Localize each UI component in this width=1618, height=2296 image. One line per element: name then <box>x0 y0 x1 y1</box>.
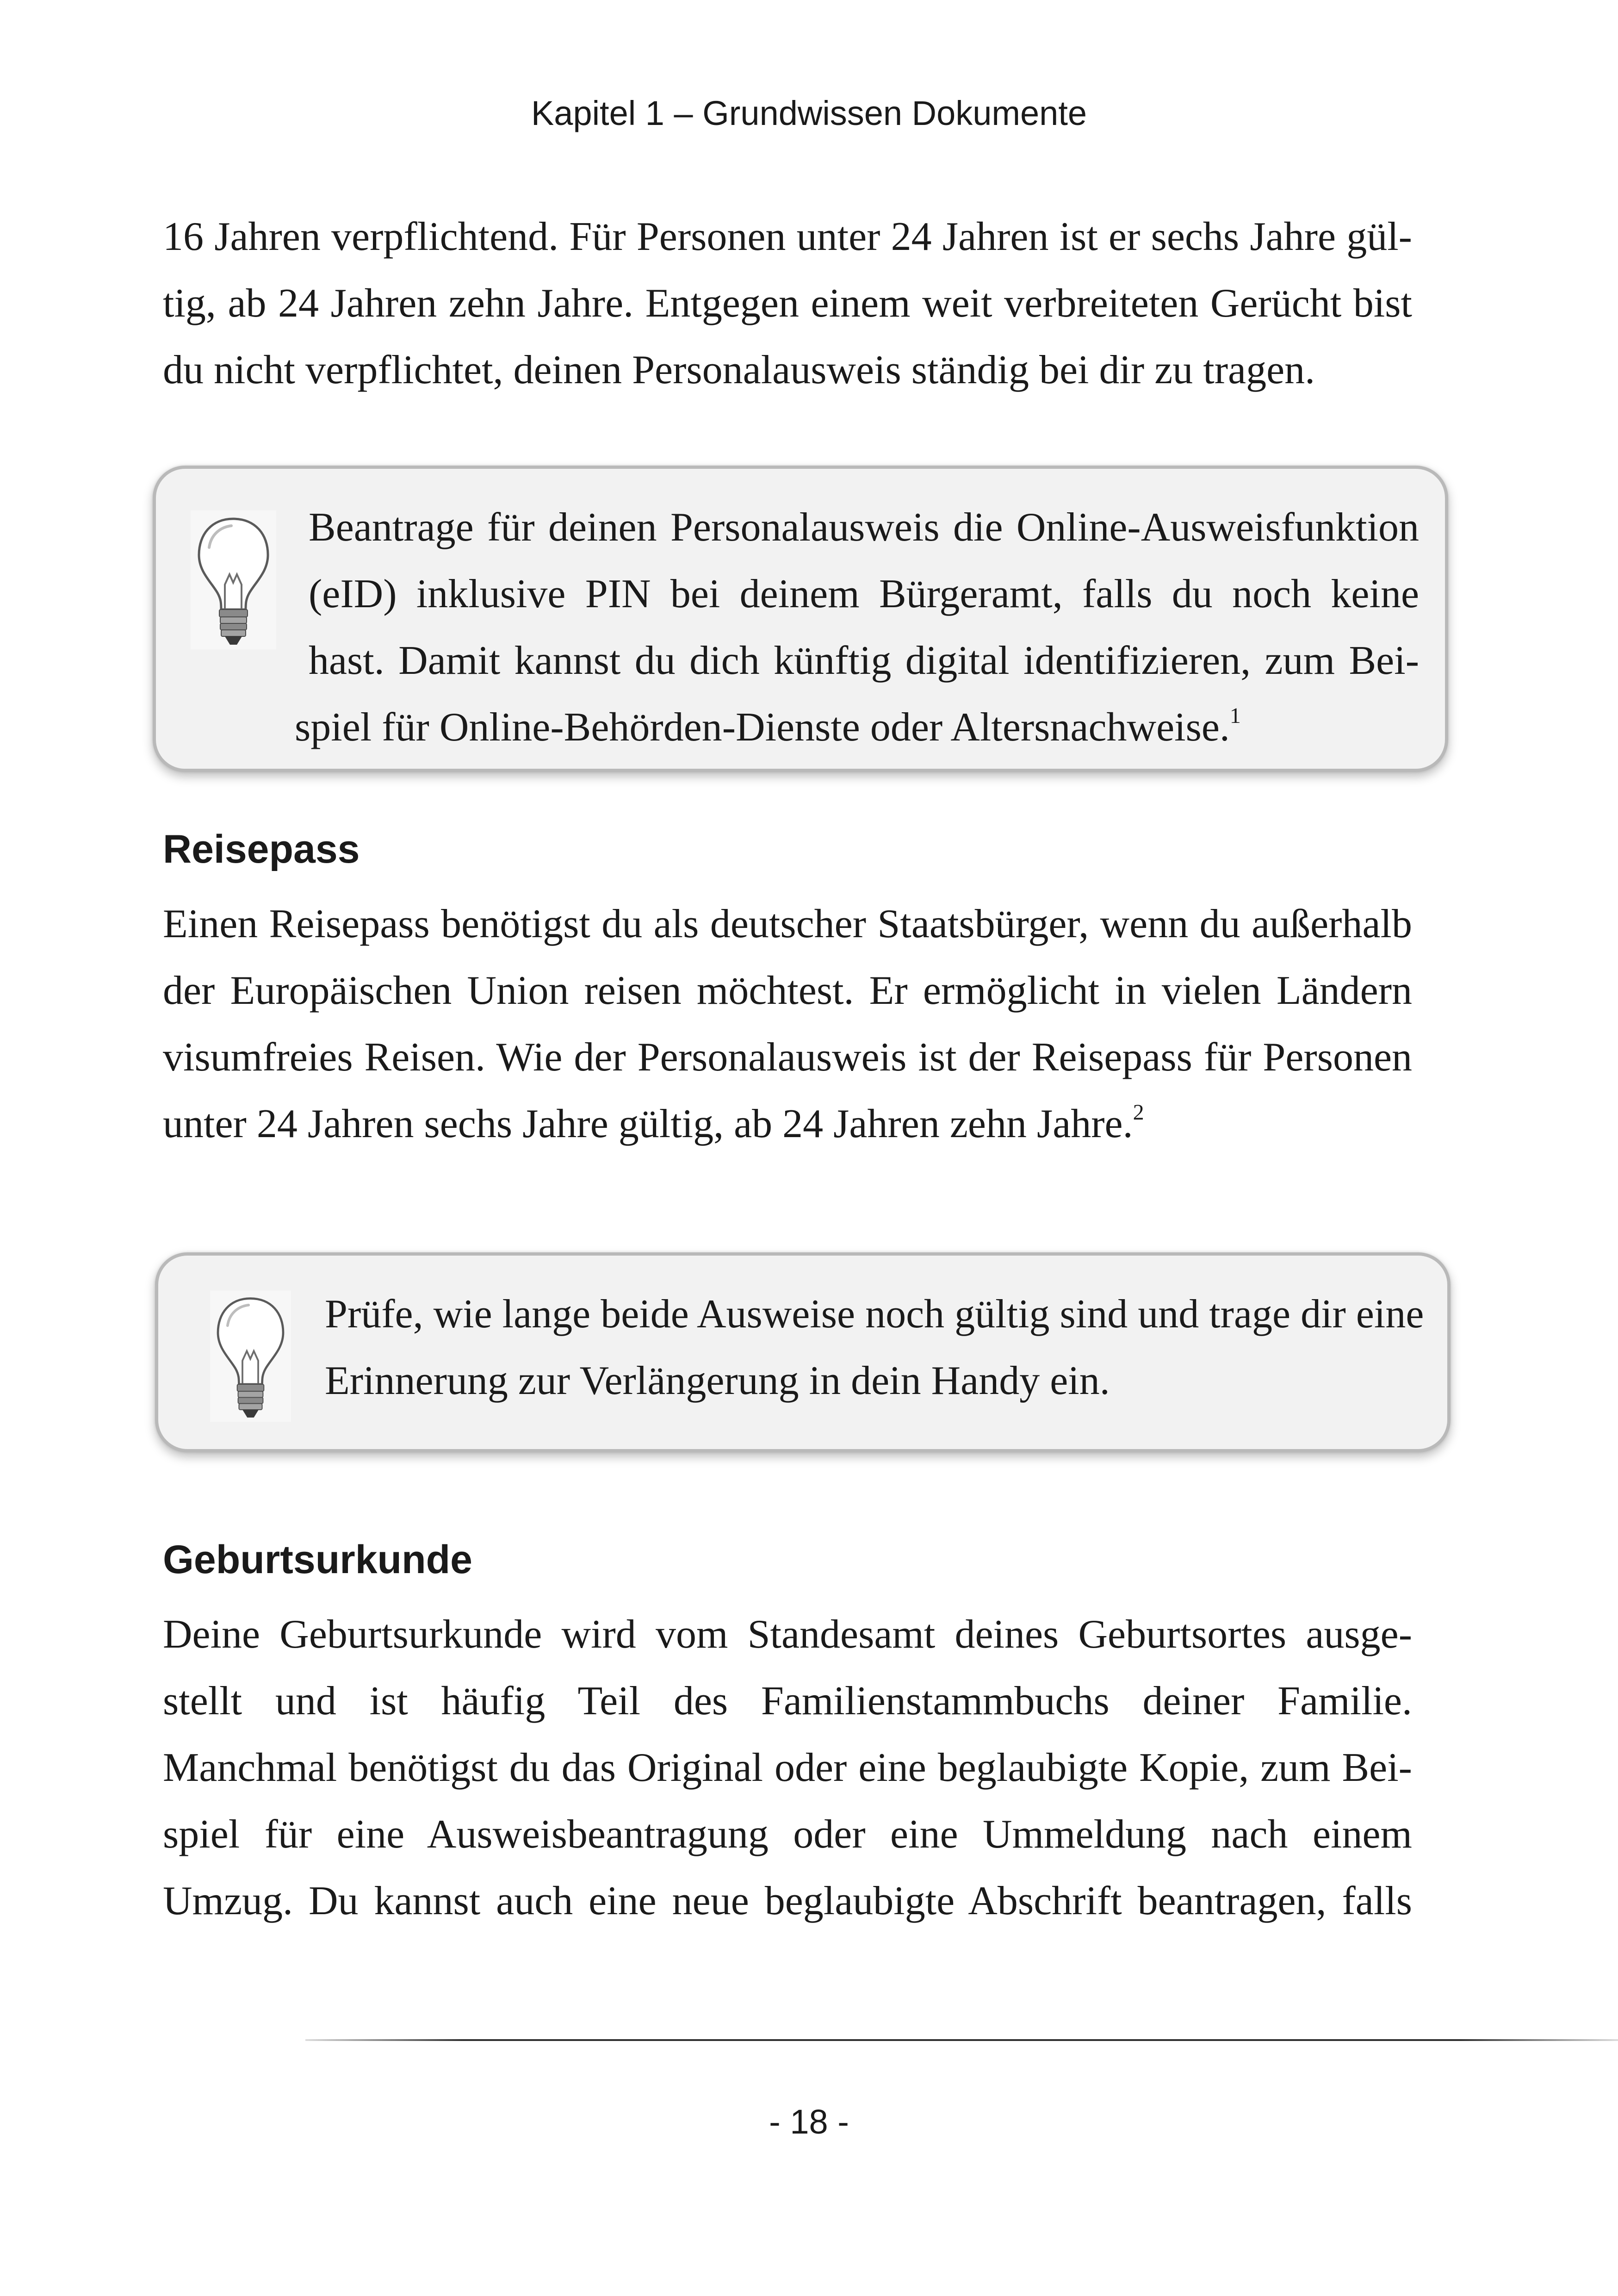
footer-divider <box>305 2039 1618 2041</box>
text-line: hast. Damit kannst du dich künftig digital identifizieren, zum Bei- <box>309 638 1419 683</box>
text-line: spiel für eine Ausweisbeantragung oder eine Ummeldung nach einem <box>163 1812 1412 1857</box>
tip-box <box>155 1252 1451 1452</box>
intro-paragraph <box>163 204 1412 404</box>
text-line: Erinnerung zur Verlängerung in dein Handy ein. <box>325 1358 1110 1403</box>
text-line: der Europäischen Union reisen möchtest. Er ermöglicht in vielen Ländern <box>163 968 1412 1013</box>
reisepass-paragraph <box>163 891 1412 1157</box>
text-line: Umzug. Du kannst auch eine neue beglaubigte Abschrift beantragen, falls <box>163 1879 1412 1923</box>
tip-box <box>153 466 1448 772</box>
geburtsurkunde-paragraph <box>163 1601 1412 1935</box>
page-number: - 18 - <box>769 2103 849 2141</box>
text-line: Einen Reisepass benötigst du als deutscher Staatsbürger, wenn du außerhalb <box>163 902 1412 946</box>
text-line: tig, ab 24 Jahren zehn Jahre. Entgegen einem weit verbreiteten Gerücht bist <box>163 281 1412 326</box>
text-line: (eID) inklusive PIN bei deinem Bürgeramt, falls du noch keine <box>309 572 1419 616</box>
text-line: visumfreies Reisen. Wie der Personalausweis ist der Reisepass für Personen <box>163 1035 1412 1080</box>
text-line: Beantrage für deinen Personalausweis die Online-Ausweisfunktion <box>309 505 1419 550</box>
text-line: Deine Geburtsurkunde wird vom Standesamt deines Geburtsortes ausge- <box>163 1612 1412 1657</box>
reisepass-last-line: unter 24 Jahren sechs Jahre gültig, ab 24 Jahren zehn Jahre. <box>163 1101 1133 1146</box>
tip-last-line: spiel für Online-Behörden-Dienste oder Altersnachweise. <box>295 705 1230 750</box>
text-line: 16 Jahren verpflichtend. Für Personen unter 24 Jahren ist er sechs Jahre gül- <box>163 214 1412 259</box>
running-header: Kapitel 1 – Grundwissen Dokumente <box>531 94 1087 132</box>
tip-text <box>325 1281 1424 1414</box>
text-line <box>295 694 1419 761</box>
section-heading-reisepass: Reisepass <box>163 827 360 871</box>
footnote-marker[interactable]: 2 <box>1133 1100 1144 1125</box>
tip-text <box>295 494 1419 761</box>
text-line: Manchmal benötigst du das Original oder eine beglaubigte Kopie, zum Bei- <box>163 1745 1412 1790</box>
section-heading-geburtsurkunde: Geburtsurkunde <box>163 1537 472 1582</box>
footnote-marker[interactable]: 1 <box>1229 703 1241 728</box>
text-line: stellt und ist häufig Teil des Familienstammbuchs deiner Familie. <box>163 1679 1412 1724</box>
lightbulb-icon <box>210 1290 291 1422</box>
text-line <box>163 1091 1412 1157</box>
text-line: Prüfe, wie lange beide Ausweise noch gültig sind und trage dir eine <box>325 1292 1424 1337</box>
text-line: du nicht verpflichtet, deinen Personalausweis ständig bei dir zu tragen. <box>163 348 1315 392</box>
lightbulb-icon <box>191 510 276 649</box>
